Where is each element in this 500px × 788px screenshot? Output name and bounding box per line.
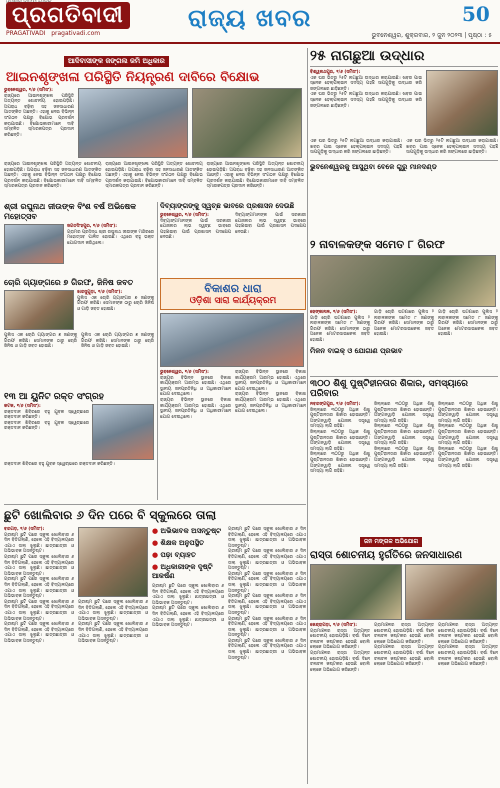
lead-photo-1 xyxy=(78,88,188,158)
snake-body: ଏକ ଘର ଭିତରୁ ୨୫ଟି ନାଗଛୁଆ ଉଦ୍ଧାର କରାଯାଇଛି। ଖବର ପାଇ ସ୍ନେକ ହେଲ୍ପଲାଇନ ସଦସ୍ୟ ପହଞ୍ଚି ସାପଗୁଡ଼ିକୁ ଉଦ୍ଧାର କରି ଜଙ୍ଗଲରେ ଛାଡ଼ିଛନ୍ତି। xyxy=(310,75,422,92)
school-photo xyxy=(78,527,148,597)
brand-website: pragativadi.com xyxy=(51,30,101,37)
brand-logo: ପ୍ରଗତିବାଦୀ xyxy=(6,2,130,29)
mahotsav-body: ଗ୍ରାମର ପ୍ରସିଦ୍ଧ ଶ୍ରୀ ରଘୁନାଥ ଜୀଉଙ୍କ ମନ୍ଦିରରେ ମହୋତ୍ସବ ପାଳିତ ହୋଇଛି। ଏଥିରେ ବହୁ ଭକ୍ତ ଯୋଗଦାନ କରିଥିଲେ। xyxy=(67,229,154,246)
gang-story: ଚୋରି ଗ୍ୟାଙ୍ଗରେ ୭ ଗିରଫ, ଜିନିଷ ଜବତ ଝାରସୁଗୁଡ଼ା, ୧/୬ (ସମିସଂ): ପୁଲିସ ଏକ ଚୋରି ଗ୍ୟାଙ୍ଗର ୭ ଜଣଙ୍କୁ ଗିରଫ କରିଛି। ସେମାନଙ୍କ ଠାରୁ ଚୋରି ଜିନିଷ ଓ ଗାଡ଼ି ଜବତ ହୋଇଛି। ପୁଲିସ ଏକ ଚୋରି ଗ୍ୟାଙ୍ଗର ୭ ଜଣଙ୍କୁ ଗିରଫ କରିଛି। ସେମାନଙ୍କ ଠାରୁ ଚୋରି ଜିନିଷ ଓ ଗାଡ଼ି ଜବତ ହୋଇଛି। ପୁଲିସ ଏକ ଚୋରି ଗ୍ୟାଙ୍ଗର ୭ ଜଣଙ୍କୁ ଗିରଫ କରିଛି। ସେମାନଙ୍କ ଠାରୁ ଚୋରି ଜିନିଷ ଓ ଗାଡ଼ି ଜବତ ହୋଇଛି। xyxy=(4,278,154,350)
vikas-story: ବିକାଶର ଧାରା ଓଡ଼ିଶା ସାରା କାର୍ଯ୍ୟକ୍ରମ ଭୁବନେଶ୍ୱର, ୧/୬ (ସମିସଂ): ରାଜ୍ୟର ବିଭିନ୍ନ ସ୍ଥାନରେ ବିକାଶ କାର୍ଯ୍ୟକ୍ରମ ଆରମ୍ଭ ହୋଇଛି। ଏଥିରେ ସ୍ଥାନୀୟ ଜନପ୍ରତିନିଧି ଓ ଅଧିକାରୀମାନେ ଯୋଗ ଦେଇଥିଲେ। ରାଜ୍ୟର ବିଭିନ୍ନ ସ୍ଥାନରେ ବିକାଶ କାର୍ଯ୍ୟକ୍ରମ ଆରମ୍ଭ ହୋଇଛି। ଏଥିରେ ସ୍ଥାନୀୟ ଜନପ୍ରତିନିଧି ଓ ଅଧିକାରୀମାନେ ଯୋଗ ଦେଇଥିଲେ। ରାଜ୍ୟର ବିଭିନ୍ନ ସ୍ଥାନରେ ବିକାଶ କାର୍ଯ୍ୟକ୍ରମ ଆରମ୍ଭ ହୋଇଛି। ଏଥିରେ ସ୍ଥାନୀୟ ଜନପ୍ରତିନିଧି ଓ ଅଧିକାରୀମାନେ ଯୋଗ ଦେଇଥିଲେ। ରାଜ୍ୟର ବିଭିନ୍ନ ସ୍ଥାନରେ ବିକାଶ କାର୍ଯ୍ୟକ୍ରମ ଆରମ୍ଭ ହୋଇଛି। ଏଥିରେ ସ୍ଥାନୀୟ ଜନପ୍ରତିନିଧି ଓ ଅଧିକାରୀମାନେ ଯୋଗ ଦେଇଥିଲେ। xyxy=(160,278,306,500)
camp-byline: କଟକ, ୧/୬ (ସମିସଂ): xyxy=(4,404,41,409)
lead-photo-2 xyxy=(192,88,302,158)
vikas-body: ରାଜ୍ୟର ବିଭିନ୍ନ ସ୍ଥାନରେ ବିକାଶ କାର୍ଯ୍ୟକ୍ରମ ଆରମ୍ଭ ହୋଇଛି। ଏଥିରେ ସ୍ଥାନୀୟ ଜନପ୍ରତିନିଧି ଓ ଅଧିକାରୀମାନେ ଯୋଗ ଦେଇଥିଲେ। xyxy=(160,375,231,398)
school-bullet: ● ଅଭିଭାବକ ଅସନ୍ତୁଷ୍ଟ xyxy=(152,527,224,536)
vikas-photo xyxy=(160,313,304,367)
snake-subheading: ଭୁବନେଶ୍ୱରକୁ ଆସୁଥିବା ବେଳେ ଗୁରୁ ମାନଦଣ୍ଡ xyxy=(310,160,498,172)
gang-headline: ଚୋରି ଗ୍ୟାଙ୍ଗରେ ୭ ଗିରଫ, ଜିନିଷ ଜବତ xyxy=(4,278,134,287)
arrest-photo xyxy=(310,255,496,307)
arrest-story: ୨ ନାବାଳକଙ୍କ ସମେତ ୮ ଗିରଫ ଢେଙ୍କାନାଳ, ୧/୬ (ସମିସଂ): ଗାଡ଼ି ଚୋରି ଘଟଣାରେ ପୁଲିସ ୨ ନାବାଳକଙ୍କ ସମେତ ୮ ଜଣଙ୍କୁ ଗିରଫ କରିଛି। ସେମାନଙ୍କ ଠାରୁ ଅନେକ ମୋଟରସାଇକେଲ ଜବତ ହୋଇଛି। ଗାଡ଼ି ଚୋରି ଘଟଣାରେ ପୁଲିସ ୨ ନାବାଳକଙ୍କ ସମେତ ୮ ଜଣଙ୍କୁ ଗିରଫ କରିଛି। ସେମାନଙ୍କ ଠାରୁ ଅନେକ ମୋଟରସାଇକେଲ ଜବତ ହୋଇଛି। ଗାଡ଼ି ଚୋରି ଘଟଣାରେ ପୁଲିସ ୨ ନାବାଳକଙ୍କ ସମେତ ୮ ଜଣଙ୍କୁ ଗିରଫ କରିଛି। ସେମାନଙ୍କ ଠାରୁ ଅନେକ ମୋଟରସାଇକେଲ ଜବତ ହୋଇଛି। ମିଳନ ବାଇକ୍ ଓ ଯୋଗାଣ ପ୍ରଭାବ xyxy=(310,238,498,355)
school-story: ଛୁଟି ଖୋଲିବାର ୬ ଦିନ ପରେ ବି ସ୍କୁଲରେ ତାଲା ବରଗଡ଼, ୧/୬ (ସମିସଂ): ଗ୍ରୀଷ୍ମ ଛୁଟି ପରେ ସ୍କୁଲ ଖୋଲିବାର ୬ ଦିନ ବିତିଗଲାଣି, ହେଲେ ଏହି ବିଦ୍ୟାଳୟରେ ଏଯାଏ ତାଲା ଝୁଲୁଛି। ଛାତ୍ରଛାତ୍ରୀ ଓ ଅଭିଭାବକ ଅସନ୍ତୁଷ୍ଟ। ଗ୍ରୀଷ୍ମ ଛୁଟି ପରେ ସ୍କୁଲ ଖୋଲିବାର ୬ ଦିନ ବିତିଗଲାଣି, ହେଲେ ଏହି ବିଦ୍ୟାଳୟରେ ଏଯାଏ ତାଲା ଝୁଲୁଛି। ଛାତ୍ରଛାତ୍ରୀ ଓ ଅଭିଭାବକ ଅସନ୍ତୁଷ୍ଟ। ଗ୍ରୀଷ୍ମ ଛୁଟି ପରେ ସ୍କୁଲ ଖୋଲିବାର ୬ ଦିନ ବିତିଗଲାଣି, ହେଲେ ଏହି ବିଦ୍ୟାଳୟରେ ଏଯାଏ ତାଲା ଝୁଲୁଛି। ଛାତ୍ରଛାତ୍ରୀ ଓ ଅଭିଭାବକ ଅସନ୍ତୁଷ୍ଟ। ଗ୍ରୀଷ୍ମ ଛୁଟି ପରେ ସ୍କୁଲ ଖୋଲିବାର ୬ ଦିନ ବିତିଗଲାଣି, ହେଲେ ଏହି ବିଦ୍ୟାଳୟରେ ଏଯାଏ ତାଲା ଝୁଲୁଛି। ଛାତ୍ରଛାତ୍ରୀ ଓ ଅଭିଭାବକ ଅସନ୍ତୁଷ୍ଟ। ଗ୍ରୀଷ୍ମ ଛୁଟି ପରେ ସ୍କୁଲ ଖୋଲିବାର ୬ ଦିନ ବିତିଗଲାଣି, ହେଲେ ଏହି ବିଦ୍ୟାଳୟରେ ଏଯାଏ ତାଲା ଝୁଲୁଛି। ଛାତ୍ରଛାତ୍ରୀ ଓ ଅଭିଭାବକ ଅସନ୍ତୁଷ୍ଟ। ଗ୍ରୀଷ୍ମ ଛୁଟି ପରେ ସ୍କୁଲ ଖୋଲିବାର ୬ ଦିନ ବିତିଗଲାଣି, ହେଲେ ଏହି ବିଦ୍ୟାଳୟରେ ଏଯାଏ ତାଲା ଝୁଲୁଛି। ଛାତ୍ରଛାତ୍ରୀ ଓ ଅଭିଭାବକ ଅସନ୍ତୁଷ୍ଟ। ଗ୍ରୀଷ୍ମ ଛୁଟି ପରେ ସ୍କୁଲ ଖୋଲିବାର ୬ ଦିନ ବିତିଗଲାଣି, ହେଲେ ଏହି ବିଦ୍ୟାଳୟରେ ଏଯାଏ ତାଲା ଝୁଲୁଛି। ଛାତ୍ରଛାତ୍ରୀ ଓ ଅଭିଭାବକ ଅସନ୍ତୁଷ୍ଟ। ● ଅଭିଭାବକ ଅସନ୍ତୁଷ୍ଟ ● ଶିକ୍ଷକ ଅନୁପସ୍ଥିତ ● ପଢ଼ା ବ୍ୟାହତ ● ଅଧିକାରୀଙ୍କ ଦୃଷ୍ଟି ଆକର୍ଷଣ ଗ୍ରୀଷ୍ମ ଛୁଟି ପରେ ସ୍କୁଲ ଖୋଲିବାର ୬ ଦିନ ବିତିଗଲାଣି, ହେଲେ ଏହି ବିଦ୍ୟାଳୟରେ ଏଯାଏ ତାଲା ଝୁଲୁଛି। ଛାତ୍ରଛାତ୍ରୀ ଓ ଅଭିଭାବକ ଅସନ୍ତୁଷ୍ଟ। ଗ୍ରୀଷ୍ମ ଛୁଟି ପରେ ସ୍କୁଲ ଖୋଲିବାର ୬ ଦିନ ବିତିଗଲାଣି, ହେଲେ ଏହି ବିଦ୍ୟାଳୟରେ ଏଯାଏ ତାଲା ଝୁଲୁଛି। ଛାତ୍ରଛାତ୍ରୀ ଓ ଅଭିଭାବକ ଅସନ୍ତୁଷ୍ଟ। ଗ୍ରୀଷ୍ମ ଛୁଟି ପରେ ସ୍କୁଲ ଖୋଲିବାର ୬ ଦିନ ବିତିଗଲାଣି, ହେଲେ ଏହି ବିଦ୍ୟାଳୟରେ ଏଯାଏ ତାଲା ଝୁଲୁଛି। ଛାତ୍ରଛାତ୍ରୀ ଓ ଅଭିଭାବକ ଅସନ୍ତୁଷ୍ଟ। ଗ୍ରୀଷ୍ମ ଛୁଟି ପରେ ସ୍କୁଲ ଖୋଲିବାର ୬ ଦିନ ବିତିଗଲାଣି, ହେଲେ ଏହି ବିଦ୍ୟାଳୟରେ ଏଯାଏ ତାଲା ଝୁଲୁଛି। ଛାତ୍ରଛାତ୍ରୀ ଓ ଅଭିଭାବକ ଅସନ୍ତୁଷ୍ଟ। ଗ୍ରୀଷ୍ମ ଛୁଟି ପରେ ସ୍କୁଲ ଖୋଲିବାର ୬ ଦିନ ବିତିଗଲାଣି, ହେଲେ ଏହି ବିଦ୍ୟାଳୟରେ ଏଯାଏ ତାଲା ଝୁଲୁଛି। ଛାତ୍ରଛାତ୍ରୀ ଓ ଅଭିଭାବକ ଅସନ୍ତୁଷ୍ଟ। ଗ୍ରୀଷ୍ମ ଛୁଟି ପରେ ସ୍କୁଲ ଖୋଲିବାର ୬ ଦିନ ବିତିଗଲାଣି, ହେଲେ ଏହି ବିଦ୍ୟାଳୟରେ ଏଯାଏ ତାଲା ଝୁଲୁଛି। ଛାତ୍ରଛାତ୍ରୀ ଓ ଅଭିଭାବକ ଅସନ୍ତୁଷ୍ଟ। ଗ୍ରୀଷ୍ମ ଛୁଟି ପରେ ସ୍କୁଲ ଖୋଲିବାର ୬ ଦିନ ବିତିଗଲାଣି, ହେଲେ ଏହି ବିଦ୍ୟାଳୟରେ ଏଯାଏ ତାଲା ଝୁଲୁଛି। ଛାତ୍ରଛାତ୍ରୀ ଓ ଅଭିଭାବକ ଅସନ୍ତୁଷ୍ଟ। ଗ୍ରୀଷ୍ମ ଛୁଟି ପରେ ସ୍କୁଲ ଖୋଲିବାର ୬ ଦିନ ବିତିଗଲାଣି, ହେଲେ ଏହି ବିଦ୍ୟାଳୟରେ ଏଯାଏ ତାଲା ଝୁଲୁଛି। ଛାତ୍ରଛାତ୍ରୀ ଓ ଅଭିଭାବକ ଅସନ୍ତୁଷ୍ଟ। xyxy=(4,508,306,784)
masthead xyxy=(0,0,500,44)
anniversary-number: 50 xyxy=(462,2,490,26)
school-bullets: ● ଅଭିଭାବକ ଅସନ୍ତୁଷ୍ଟ ● ଶିକ୍ଷକ ଅନୁପସ୍ଥିତ ● ପଢ଼ା ବ୍ୟାହତ ● ଅଧିକାରୀଙ୍କ ଦୃଷ୍ଟି ଆକର୍ଷଣ ଗ୍ରୀଷ୍ମ ଛୁଟି ପରେ ସ୍କୁଲ ଖୋଲିବାର ୬ ଦିନ ବିତିଗଲାଣି, ହେଲେ ଏହି ବିଦ୍ୟାଳୟରେ ଏଯାଏ ତାଲା ଝୁଲୁଛି। ଛାତ୍ରଛାତ୍ରୀ ଓ ଅଭିଭାବକ ଅସନ୍ତୁଷ୍ଟ। ଗ୍ରୀଷ୍ମ ଛୁଟି ପରେ ସ୍କୁଲ ଖୋଲିବାର ୬ ଦିନ ବିତିଗଲାଣି, ହେଲେ ଏହି ବିଦ୍ୟାଳୟରେ ଏଯାଏ ତାଲା ଝୁଲୁଛି। ଛାତ୍ରଛାତ୍ରୀ ଓ ଅଭିଭାବକ ଅସନ୍ତୁଷ୍ଟ। xyxy=(152,527,224,661)
nutrition-byline: ନବରଙ୍ଗପୁର, ୧/୬ (ସମିସଂ): xyxy=(310,402,361,407)
vikas-banner xyxy=(160,278,306,310)
vikas-headline-1: ବିକାଶର ଧାରା xyxy=(204,282,262,295)
road-kicker: ଜନ ମଙ୍ଗଳ ଅଭିଯୋଗ xyxy=(360,537,422,547)
road-photo-1 xyxy=(310,564,402,620)
snake-headline: ୨୫ ନାଗଛୁଆ ଉଦ୍ଧାର xyxy=(310,48,498,67)
school-bullet: ● ଶିକ୍ଷକ ଅନୁପସ୍ଥିତ xyxy=(152,539,224,548)
road-byline: କେନ୍ଦ୍ରାପଡ଼ା, ୧/୬ (ସମିସଂ): xyxy=(310,623,358,628)
lead-headline: ଆଇନଶୃଙ୍ଖଳା ପରିସ୍ଥିତି ନିୟନ୍ତ୍ରଣ ଦାବିରେ ବିକ୍ଷୋଭ xyxy=(6,70,260,85)
vikas-byline: ଭୁବନେଶ୍ୱର, ୧/୬ (ସମିସଂ): xyxy=(160,370,209,375)
section-divider xyxy=(4,504,306,505)
arrest-subheading: ମିଳନ ବାଇକ୍ ଓ ଯୋଗାଣ ପ୍ରଭାବ xyxy=(310,346,403,355)
disabled-story: ଦିବ୍ୟାଙ୍ଗଙ୍କୁ ସ୍ୱଚ୍ଛ ଭାବରେ ପ୍ରଶାସନ ଦେଉଛି ଭୁବନେଶ୍ୱର, ୧/୬ (ସମିସଂ): ଦିବ୍ୟାଙ୍ଗମାନଙ୍କ ପାଇଁ ସରକାରୀ ଯୋଜନାର ଲାଭ ସ୍ୱଚ୍ଛ ଭାବରେ ପହଞ୍ଚାଇବା ପାଇଁ ପ୍ରଶାସନ ପଦକ୍ଷେପ ନେଉଛି। ଦିବ୍ୟାଙ୍ଗମାନଙ୍କ ପାଇଁ ସରକାରୀ ଯୋଜନାର ଲାଭ ସ୍ୱଚ୍ଛ ଭାବରେ ପହଞ୍ଚାଇବା ପାଇଁ ପ୍ରଶାସନ ପଦକ୍ଷେପ ନେଉଛି। xyxy=(160,202,306,241)
anniversary-logo xyxy=(462,2,492,28)
road-photo-2 xyxy=(405,564,497,620)
arrest-headline: ୨ ନାବାଳକଙ୍କ ସମେତ ୮ ଗିରଫ xyxy=(310,238,445,251)
column-divider xyxy=(307,48,308,784)
mahotsav-headline: ଶ୍ରୀ ରଘୁନାଥ ଜୀଉଙ୍କ ବିଂଶ ବର୍ଷ ଅଭିଷେକ ମହୋତ୍ସବ xyxy=(4,202,137,221)
disabled-headline: ଦିବ୍ୟାଙ୍ଗଙ୍କୁ ସ୍ୱଚ୍ଛ ଭାବରେ ପ୍ରଶାସନ ଦେଉଛି xyxy=(160,202,295,210)
snake-byline: ବିଶ୍ୱନାଥପୁର, ୧/୬ (ସମିସଂ): xyxy=(310,70,361,75)
lead-story: ଆଦିବାସୀଙ୍କ ଜଙ୍ଗଲ ଜମି ଅଧିକାର ଆଇନଶୃଙ୍ଖଳା ପରିସ୍ଥିତି ନିୟନ୍ତ୍ରଣ ଦାବିରେ ବିକ୍ଷୋଭ ଭୁବନେଶ୍ୱର, ୧/୬ (ସମିସଂ): ରାଜ୍ୟରେ ଆଇନଶୃଙ୍ଖଳା ପରିସ୍ଥିତି ଅତ୍ୟନ୍ତ ଶୋଚନୀୟ ହୋଇପଡ଼ିଛି। ଅପରାଧ ବଢ଼ିବା ସହ ଜନସାଧାରଣ ଆତଙ୍କିତ ଅଛନ୍ତି। ଏହାକୁ ନେଇ ବିଭିନ୍ନ ସଂଗଠନ ପକ୍ଷରୁ ବିକ୍ଷୋଭ ପ୍ରଦର୍ଶନ କରାଯାଇଛି। ବିକ୍ଷୋଭକାରୀମାନେ ଦାବି ସମ୍ବଳିତ ସ୍ମାରକପତ୍ର ପ୍ରଦାନ କରିଛନ୍ତି। ରାଜ୍ୟରେ ଆଇନଶୃଙ୍ଖଳା ପରିସ୍ଥିତି ଅତ୍ୟନ୍ତ ଶୋଚନୀୟ ହୋଇପଡ଼ିଛି। ଅପରାଧ ବଢ଼ିବା ସହ ଜନସାଧାରଣ ଆତଙ୍କିତ ଅଛନ୍ତି। ଏହାକୁ ନେଇ ବିଭିନ୍ନ ସଂଗଠନ ପକ୍ଷରୁ ବିକ୍ଷୋଭ ପ୍ରଦର୍ଶନ କରାଯାଇଛି। ବିକ୍ଷୋଭକାରୀମାନେ ଦାବି ସମ୍ବଳିତ ସ୍ମାରକପତ୍ର ପ୍ରଦାନ କରିଛନ୍ତି। ରାଜ୍ୟରେ ଆଇନଶୃଙ୍ଖଳା ପରିସ୍ଥିତି ଅତ୍ୟନ୍ତ ଶୋଚନୀୟ ହୋଇପଡ଼ିଛି। ଅପରାଧ ବଢ଼ିବା ସହ ଜନସାଧାରଣ ଆତଙ୍କିତ ଅଛନ୍ତି। ଏହାକୁ ନେଇ ବିଭିନ୍ନ ସଂଗଠନ ପକ୍ଷରୁ ବିକ୍ଷୋଭ ପ୍ରଦର୍ଶନ କରାଯାଇଛି। ବିକ୍ଷୋଭକାରୀମାନେ ଦାବି ସମ୍ବଳିତ ସ୍ମାରକପତ୍ର ପ୍ରଦାନ କରିଛନ୍ତି। ରାଜ୍ୟରେ ଆଇନଶୃଙ୍ଖଳା ପରିସ୍ଥିତି ଅତ୍ୟନ୍ତ ଶୋଚନୀୟ ହୋଇପଡ଼ିଛି। ଅପରାଧ ବଢ଼ିବା ସହ ଜନସାଧାରଣ ଆତଙ୍କିତ ଅଛନ୍ତି। ଏହାକୁ ନେଇ ବିଭିନ୍ନ ସଂଗଠନ ପକ୍ଷରୁ ବିକ୍ଷୋଭ ପ୍ରଦର୍ଶନ କରାଯାଇଛି। ବିକ୍ଷୋଭକାରୀମାନେ ଦାବି ସମ୍ବଳିତ ସ୍ମାରକପତ୍ର ପ୍ରଦାନ କରିଛନ୍ତି। xyxy=(4,57,304,190)
disabled-byline: ଭୁବନେଶ୍ୱର, ୧/୬ (ସମିସଂ): xyxy=(160,213,209,218)
road-body: ଗ୍ରାମାଞ୍ଚଳର ରାସ୍ତା ଅତ୍ୟନ୍ତ ଶୋଚନୀୟ ହୋଇପଡ଼ିଛି। ବର୍ଷା ଦିନେ ଚଳାଚଳ କଷ୍ଟକର ହେଉଛି ବୋଲି ଲୋକେ ଅଭିଯୋଗ କରିଛନ୍ତି। xyxy=(310,628,370,651)
dateline: ଭୁବନେଶ୍ୱର, ଶୁକ୍ରବାର, ୨ ଜୁନ ୨୦୨୩ | ପୃଷ୍ଠା : ୫ xyxy=(371,32,492,39)
arrest-body: ଗାଡ଼ି ଚୋରି ଘଟଣାରେ ପୁଲିସ ୨ ନାବାଳକଙ୍କ ସମେତ ୮ ଜଣଙ୍କୁ ଗିରଫ କରିଛି। ସେମାନଙ୍କ ଠାରୁ ଅନେକ ମୋଟରସାଇକେଲ ଜବତ ହୋଇଛି। xyxy=(310,315,370,343)
school-byline: ବରଗଡ଼, ୧/୬ (ସମିସଂ): xyxy=(4,527,45,532)
camp-photo xyxy=(92,404,154,460)
arrest-byline: ଢେଙ୍କାନାଳ, ୧/୬ (ସମିସଂ): xyxy=(310,310,358,315)
snake-story: ୨୫ ନାଗଛୁଆ ଉଦ୍ଧାର ବିଶ୍ୱନାଥପୁର, ୧/୬ (ସମିସଂ): ଏକ ଘର ଭିତରୁ ୨୫ଟି ନାଗଛୁଆ ଉଦ୍ଧାର କରାଯାଇଛି। ଖବର ପାଇ ସ୍ନେକ ହେଲ୍ପଲାଇନ ସଦସ୍ୟ ପହଞ୍ଚି ସାପଗୁଡ଼ିକୁ ଉଦ୍ଧାର କରି ଜଙ୍ଗଲରେ ଛାଡ଼ିଛନ୍ତି। ଏକ ଘର ଭିତରୁ ୨୫ଟି ନାଗଛୁଆ ଉଦ୍ଧାର କରାଯାଇଛି। ଖବର ପାଇ ସ୍ନେକ ହେଲ୍ପଲାଇନ ସଦସ୍ୟ ପହଞ୍ଚି ସାପଗୁଡ଼ିକୁ ଉଦ୍ଧାର କରି ଜଙ୍ଗଲରେ ଛାଡ଼ିଛନ୍ତି। ଏକ ଘର ଭିତରୁ ୨୫ଟି ନାଗଛୁଆ ଉଦ୍ଧାର କରାଯାଇଛି। ଖବର ପାଇ ସ୍ନେକ ହେଲ୍ପଲାଇନ ସଦସ୍ୟ ପହଞ୍ଚି ସାପଗୁଡ଼ିକୁ ଉଦ୍ଧାର କରି ଜଙ୍ଗଲରେ ଛାଡ଼ିଛନ୍ତି। ଏକ ଘର ଭିତରୁ ୨୫ଟି ନାଗଛୁଆ ଉଦ୍ଧାର କରାଯାଇଛି। ଖବର ପାଇ ସ୍ନେକ ହେଲ୍ପଲାଇନ ସଦସ୍ୟ ପହଞ୍ଚି ସାପଗୁଡ଼ିକୁ ଉଦ୍ଧାର କରି ଜଙ୍ଗଲରେ ଛାଡ଼ିଛନ୍ତି। ଭୁବନେଶ୍ୱରକୁ ଆସୁଥିବା ବେଳେ ଗୁରୁ ମାନଦଣ୍ଡ xyxy=(310,48,498,171)
mahotsav-byline: ଜଗତସିଂହପୁର, ୧/୬ (ସମିସଂ): xyxy=(67,224,117,229)
school-body: ଗ୍ରୀଷ୍ମ ଛୁଟି ପରେ ସ୍କୁଲ ଖୋଲିବାର ୬ ଦିନ ବିତିଗଲାଣି, ହେଲେ ଏହି ବିଦ୍ୟାଳୟରେ ଏଯାଏ ତାଲା ଝୁଲୁଛି। ଛାତ୍ରଛାତ୍ରୀ ଓ ଅଭିଭାବକ ଅସନ୍ତୁଷ୍ଟ। xyxy=(4,532,74,555)
nutrition-headline: ୩୦୦ ଶିଶୁ ପୁଷ୍ଟିହୀନତାର ଶିକାର, ସମସ୍ୟାରେ ପରିବାର xyxy=(310,376,498,399)
road-story: ଜନ ମଙ୍ଗଳ ଅଭିଯୋଗ ରାସ୍ତା ଶୋଚନୀୟ ହୁର୍ଗତିରେ ଜନସାଧାରଣ କେନ୍ଦ୍ରାପଡ଼ା, ୧/୬ (ସମିସଂ): ଗ୍ରାମାଞ୍ଚଳର ରାସ୍ତା ଅତ୍ୟନ୍ତ ଶୋଚନୀୟ ହୋଇପଡ଼ିଛି। ବର୍ଷା ଦିନେ ଚଳାଚଳ କଷ୍ଟକର ହେଉଛି ବୋଲି ଲୋକେ ଅଭିଯୋଗ କରିଛନ୍ତି। ଗ୍ରାମାଞ୍ଚଳର ରାସ୍ତା ଅତ୍ୟନ୍ତ ଶୋଚନୀୟ ହୋଇପଡ଼ିଛି। ବର୍ଷା ଦିନେ ଚଳାଚଳ କଷ୍ଟକର ହେଉଛି ବୋଲି ଲୋକେ ଅଭିଯୋଗ କରିଛନ୍ତି। ଗ୍ରାମାଞ୍ଚଳର ରାସ୍ତା ଅତ୍ୟନ୍ତ ଶୋଚନୀୟ ହୋଇପଡ଼ିଛି। ବର୍ଷା ଦିନେ ଚଳାଚଳ କଷ୍ଟକର ହେଉଛି ବୋଲି ଲୋକେ ଅଭିଯୋଗ କରିଛନ୍ତି। ଗ୍ରାମାଞ୍ଚଳର ରାସ୍ତା ଅତ୍ୟନ୍ତ ଶୋଚନୀୟ ହୋଇପଡ଼ିଛି। ବର୍ଷା ଦିନେ ଚଳାଚଳ କଷ୍ଟକର ହେଉଛି ବୋଲି ଲୋକେ ଅଭିଯୋଗ କରିଛନ୍ତି। ଗ୍ରାମାଞ୍ଚଳର ରାସ୍ତା ଅତ୍ୟନ୍ତ ଶୋଚନୀୟ ହୋଇପଡ଼ିଛି। ବର୍ଷା ଦିନେ ଚଳାଚଳ କଷ୍ଟକର ହେଉଛି ବୋଲି ଲୋକେ ଅଭିଯୋଗ କରିଛନ୍ତି। ଗ୍ରାମାଞ୍ଚଳର ରାସ୍ତା ଅତ୍ୟନ୍ତ ଶୋଚନୀୟ ହୋଇପଡ଼ିଛି। ବର୍ଷା ଦିନେ ଚଳାଚଳ କଷ୍ଟକର ହେଉଛି ବୋଲି ଲୋକେ ଅଭିଯୋଗ କରିଛନ୍ତି। xyxy=(310,538,498,673)
road-headline: ରାସ୍ତା ଶୋଚନୀୟ ହୁର୍ଗତିରେ ଜନସାଧାରଣ xyxy=(310,550,463,561)
lead-byline: ଭୁବନେଶ୍ୱର, ୧/୬ (ସମିସଂ): xyxy=(4,88,53,93)
nutrition-body: ଜିଲ୍ଲାରେ ୩୦୦ରୁ ଅଧିକ ଶିଶୁ ପୁଷ୍ଟିହୀନତାର ଶିକାର ହୋଇଛନ୍ତି। ଅଙ୍ଗନୱାଡ଼ି ଯୋଜନା ସତ୍ତ୍ୱେ ସମସ୍ୟା ଲାଗି ରହିଛି। xyxy=(310,407,370,430)
vikas-headline-2: ଓଡ଼ିଶା ସାରା କାର୍ଯ୍ୟକ୍ରମ xyxy=(189,296,277,306)
column-divider xyxy=(157,202,158,500)
camp-headline: ୧୩ ଆ ୟୁନିଟ ରକ୍ତ ସଂଗ୍ରହ xyxy=(4,392,104,402)
brand-block xyxy=(6,2,130,37)
disabled-body: ଦିବ୍ୟାଙ୍ଗମାନଙ୍କ ପାଇଁ ସରକାରୀ ଯୋଜନାର ଲାଭ ସ୍ୱଚ୍ଛ ଭାବରେ ପହଞ୍ଚାଇବା ପାଇଁ ପ୍ରଶାସନ ପଦକ୍ଷେପ ନେଉଛି। xyxy=(160,218,231,241)
mahotsav-photo xyxy=(4,224,64,264)
camp-body: ରକ୍ତଦାନ ଶିବିରରେ ବହୁ ଯୁବକ ସ୍ୱେଚ୍ଛାରେ ରକ୍ତଦାନ କରିଛନ୍ତି। xyxy=(4,409,89,421)
nutrition-story: ୩୦୦ ଶିଶୁ ପୁଷ୍ଟିହୀନତାର ଶିକାର, ସମସ୍ୟାରେ ପରିବାର ନବରଙ୍ଗପୁର, ୧/୬ (ସମିସଂ): ଜିଲ୍ଲାରେ ୩୦୦ରୁ ଅଧିକ ଶିଶୁ ପୁଷ୍ଟିହୀନତାର ଶିକାର ହୋଇଛନ୍ତି। ଅଙ୍ଗନୱାଡ଼ି ଯୋଜନା ସତ୍ତ୍ୱେ ସମସ୍ୟା ଲାଗି ରହିଛି। ଜିଲ୍ଲାରେ ୩୦୦ରୁ ଅଧିକ ଶିଶୁ ପୁଷ୍ଟିହୀନତାର ଶିକାର ହୋଇଛନ୍ତି। ଅଙ୍ଗନୱାଡ଼ି ଯୋଜନା ସତ୍ତ୍ୱେ ସମସ୍ୟା ଲାଗି ରହିଛି। ଜିଲ୍ଲାରେ ୩୦୦ରୁ ଅଧିକ ଶିଶୁ ପୁଷ୍ଟିହୀନତାର ଶିକାର ହୋଇଛନ୍ତି। ଅଙ୍ଗନୱାଡ଼ି ଯୋଜନା ସତ୍ତ୍ୱେ ସମସ୍ୟା ଲାଗି ରହିଛି। ଜିଲ୍ଲାରେ ୩୦୦ରୁ ଅଧିକ ଶିଶୁ ପୁଷ୍ଟିହୀନତାର ଶିକାର ହୋଇଛନ୍ତି। ଅଙ୍ଗନୱାଡ଼ି ଯୋଜନା ସତ୍ତ୍ୱେ ସମସ୍ୟା ଲାଗି ରହିଛି। ଜିଲ୍ଲାରେ ୩୦୦ରୁ ଅଧିକ ଶିଶୁ ପୁଷ୍ଟିହୀନତାର ଶିକାର ହୋଇଛନ୍ତି। ଅଙ୍ଗନୱାଡ଼ି ଯୋଜନା ସତ୍ତ୍ୱେ ସମସ୍ୟା ଲାଗି ରହିଛି। ଜିଲ୍ଲାରେ ୩୦୦ରୁ ଅଧିକ ଶିଶୁ ପୁଷ୍ଟିହୀନତାର ଶିକାର ହୋଇଛନ୍ତି। ଅଙ୍ଗନୱାଡ଼ି ଯୋଜନା ସତ୍ତ୍ୱେ ସମସ୍ୟା ଲାଗି ରହିଛି। ଜିଲ୍ଲାରେ ୩୦୦ରୁ ଅଧିକ ଶିଶୁ ପୁଷ୍ଟିହୀନତାର ଶିକାର ହୋଇଛନ୍ତି। ଅଙ୍ଗନୱାଡ଼ି ଯୋଜନା ସତ୍ତ୍ୱେ ସମସ୍ୟା ଲାଗି ରହିଛି। ଜିଲ୍ଲାରେ ୩୦୦ରୁ ଅଧିକ ଶିଶୁ ପୁଷ୍ଟିହୀନତାର ଶିକାର ହୋଇଛନ୍ତି। ଅଙ୍ଗନୱାଡ଼ି ଯୋଜନା ସତ୍ତ୍ୱେ ସମସ୍ୟା ଲାଗି ରହିଛି। ଜିଲ୍ଲାରେ ୩୦୦ରୁ ଅଧିକ ଶିଶୁ ପୁଷ୍ଟିହୀନତାର ଶିକାର ହୋଇଛନ୍ତି। ଅଙ୍ଗନୱାଡ଼ି ଯୋଜନା ସତ୍ତ୍ୱେ ସମସ୍ୟା ଲାଗି ରହିଛି। xyxy=(310,376,498,524)
lead-body: ରାଜ୍ୟରେ ଆଇନଶୃଙ୍ଖଳା ପରିସ୍ଥିତି ଅତ୍ୟନ୍ତ ଶୋଚନୀୟ ହୋଇପଡ଼ିଛି। ଅପରାଧ ବଢ଼ିବା ସହ ଜନସାଧାରଣ ଆତଙ୍କିତ ଅଛନ୍ତି। ଏହାକୁ ନେଇ ବିଭିନ୍ନ ସଂଗଠନ ପକ୍ଷରୁ ବିକ୍ଷୋଭ ପ୍ରଦର୍ଶନ କରାଯାଇଛି। ବିକ୍ଷୋଭକାରୀମାନେ ଦାବି ସମ୍ବଳିତ ସ୍ମାରକପତ୍ର ପ୍ରଦାନ କରିଛନ୍ତି। xyxy=(4,93,74,138)
school-headline: ଛୁଟି ଖୋଲିବାର ୬ ଦିନ ପରେ ବି ସ୍କୁଲରେ ତାଲା xyxy=(4,508,217,522)
school-bullet: ● ଅଧିକାରୀଙ୍କ ଦୃଷ୍ଟି ଆକର୍ଷଣ xyxy=(152,563,224,581)
school-bullet: ● ପଢ଼ା ବ୍ୟାହତ xyxy=(152,551,224,560)
lead-kicker: ଆଦିବାସୀଙ୍କ ଜଙ୍ଗଲ ଜମି ଅଧିକାର xyxy=(64,56,169,67)
gang-body: ପୁଲିସ ଏକ ଚୋରି ଗ୍ୟାଙ୍ଗର ୭ ଜଣଙ୍କୁ ଗିରଫ କରିଛି। ସେମାନଙ୍କ ଠାରୁ ଚୋରି ଜିନିଷ ଓ ଗାଡ଼ି ଜବତ ହୋଇଛି। xyxy=(77,295,154,312)
snake-photo xyxy=(426,70,498,136)
brand-latin: PRAGATIVADI pragativadi.com xyxy=(6,30,101,37)
mahotsav-story xyxy=(4,202,154,274)
gang-photo xyxy=(4,290,74,330)
camp-story: ୧୩ ଆ ୟୁନିଟ ରକ୍ତ ସଂଗ୍ରହ କଟକ, ୧/୬ (ସମିସଂ): ରକ୍ତଦାନ ଶିବିରରେ ବହୁ ଯୁବକ ସ୍ୱେଚ୍ଛାରେ ରକ୍ତଦାନ କରିଛନ୍ତି। ରକ୍ତଦାନ ଶିବିରରେ ବହୁ ଯୁବକ ସ୍ୱେଚ୍ଛାରେ ରକ୍ତଦାନ କରିଛନ୍ତି। ରକ୍ତଦାନ ଶିବିରରେ ବହୁ ଯୁବକ ସ୍ୱେଚ୍ଛାରେ ରକ୍ତଦାନ କରିଛନ୍ତି। xyxy=(4,392,154,500)
section-title: ରାଜ୍ୟ ଖବର xyxy=(188,4,312,32)
gang-byline: ଝାରସୁଗୁଡ଼ା, ୧/୬ (ସମିସଂ): xyxy=(77,290,123,295)
